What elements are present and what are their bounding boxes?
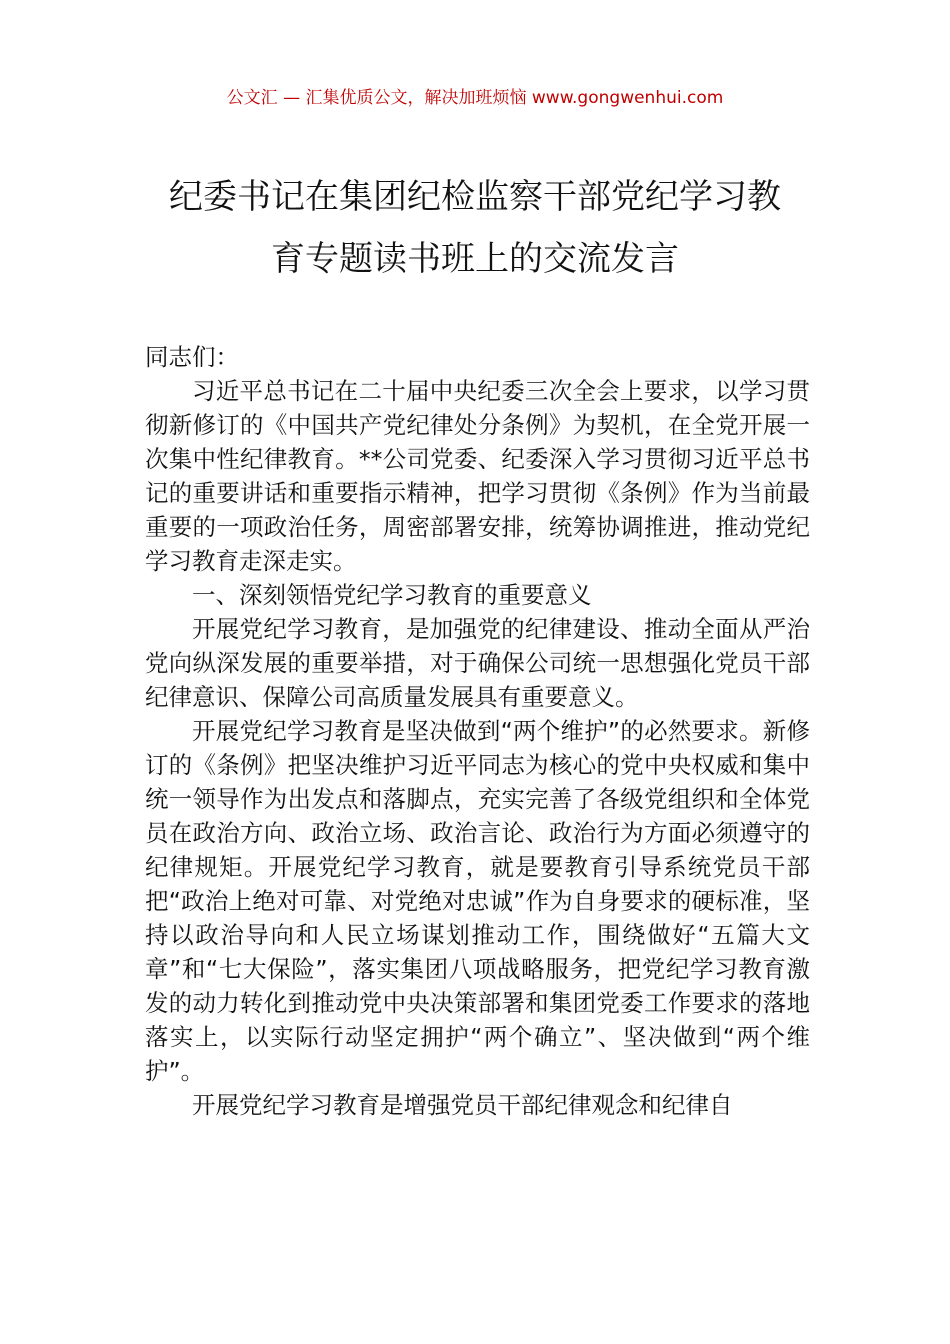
paragraph-two-safeguards: 开展党纪学习教育是坚决做到“两个维护”的必然要求。新修订的《条例》把坚决维护习近平同志为核心的党中央权威和集中统一领导作为出发点和落脚点，充实完善了各级党组织和全体党员在政治方向、政治立场、政治言论、政治行为方面必须遵守的纪律规矩。开展党纪学习教育，就是要教育引导系统党员干部把“政治上绝对可靠、对党绝对忠诚”作为自身要求的硬标准，坚持以政治导向和人民立场谋划推动工作，围绕做好“五篇大文章”和“七大保险”，落实集团八项战略服务，把党纪学习教育激发的动力转化到推动党中央决策部署和集团党委工作要求的落地落实上，以实际行动坚定拥护“两个确立”、坚决做到“两个维护”。 bbox=[145, 717, 810, 1085]
document-body bbox=[145, 340, 810, 1122]
paragraph-discipline-awareness: 开展党纪学习教育是增强党员干部纪律观念和纪律自 bbox=[192, 1091, 733, 1119]
salutation: 同志们： bbox=[145, 343, 239, 371]
document-title bbox=[130, 170, 820, 294]
paragraph-significance: 开展党纪学习教育，是加强党的纪律建设、推动全面从严治党向纵深发展的重要举措，对于确保公司统一思想强化党员干部纪律意识、保障公司高质量发展具有重要意义。 bbox=[145, 615, 810, 711]
paragraph-intro: 习近平总书记在二十届中央纪委三次全会上要求，以学习贯彻新修订的《中国共产党纪律处分条例》为契机，在全党开展一次集中性纪律教育。**公司党委、纪委深入学习贯彻习近平总书记的重要讲话和重要指示精神，把学习贯彻《条例》作为当前最重要的一项政治任务，周密部署安排，统筹协调推进，推动党纪学习教育走深走实。 bbox=[145, 377, 810, 575]
header-banner: 公文汇 — 汇集优质公文，解决加班烦恼 www.gongwenhui.com bbox=[226, 88, 724, 108]
section-heading-1: 一、深刻领悟党纪学习教育的重要意义 bbox=[192, 581, 592, 609]
title-line-1: 纪委书记在集团纪检监察干部党纪学习教 bbox=[169, 177, 781, 217]
title-line-2: 育专题读书班上的交流发言 bbox=[271, 239, 679, 279]
